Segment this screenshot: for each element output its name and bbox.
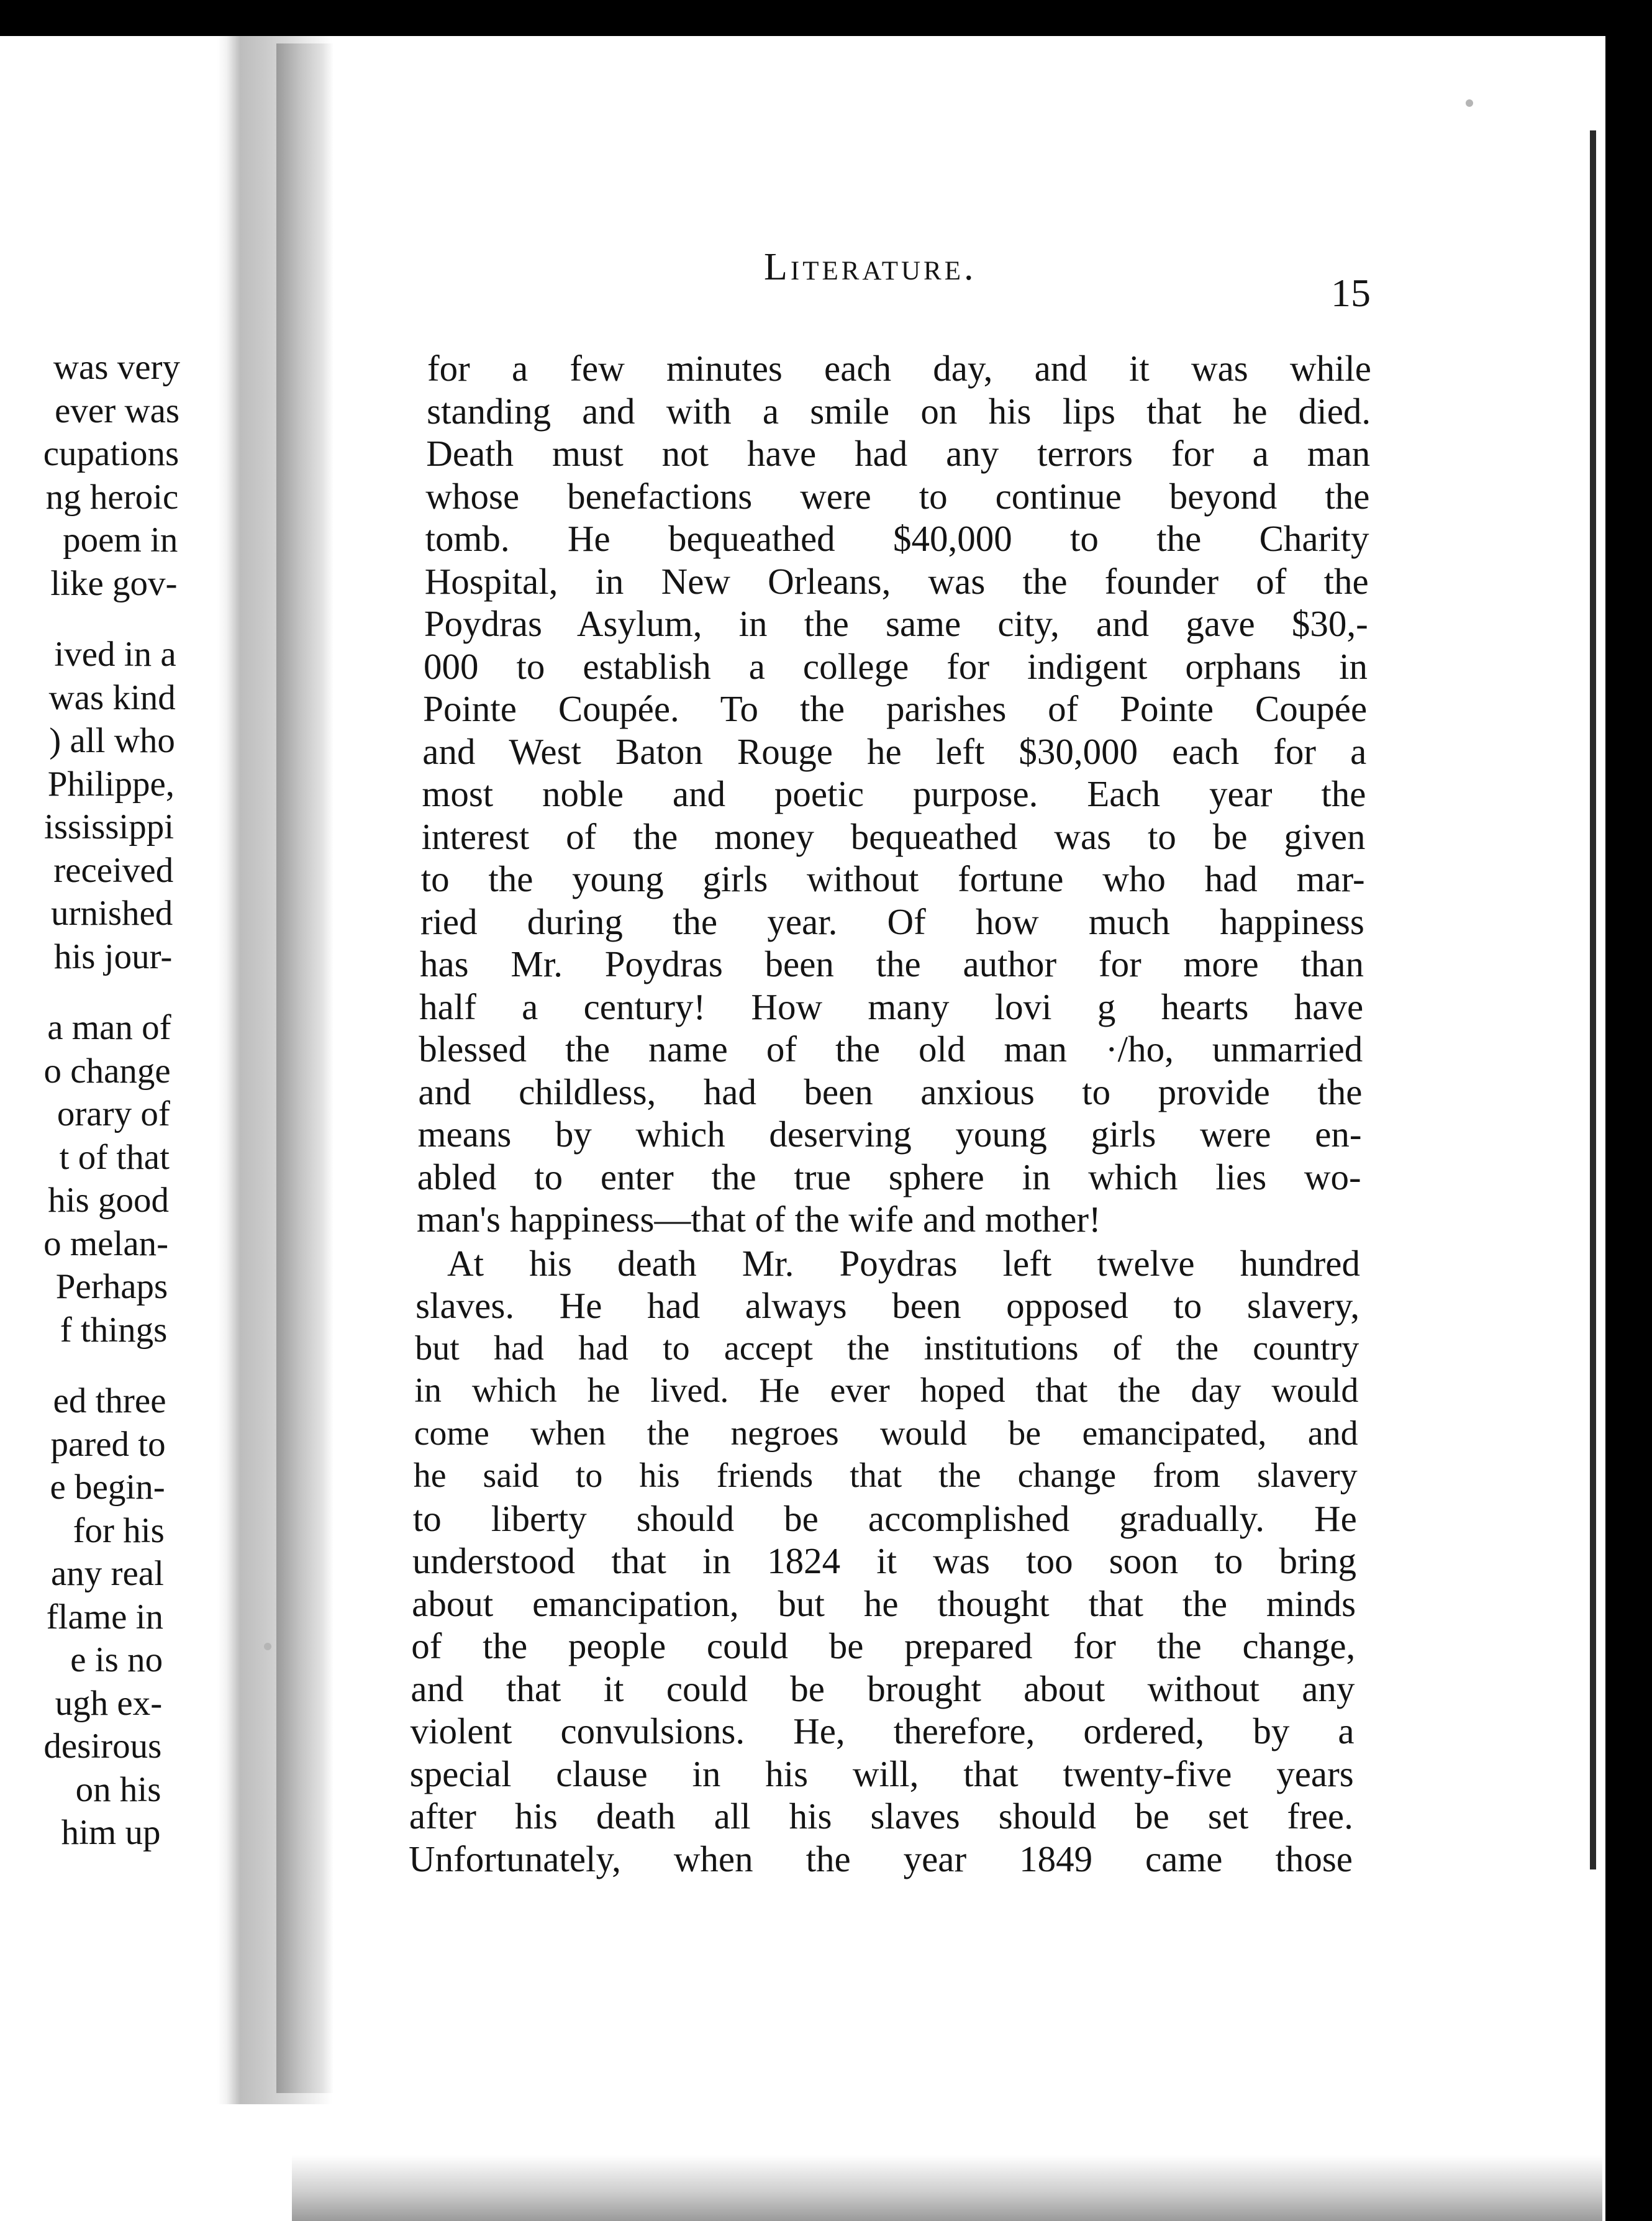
left-page-text-line: urnished xyxy=(51,894,173,933)
left-page-text-line: received xyxy=(53,850,174,890)
body-text-line: half a century! How many lovi g hearts have xyxy=(419,986,1364,1027)
body-text-line: tomb. He bequeathed $40,000 to the Charity xyxy=(425,518,1369,559)
running-head: Literature. xyxy=(764,246,977,288)
body-text-line: whose benefactions were to continue beyond the xyxy=(425,475,1370,517)
body-text-line: most noble and poetic purpose. Each year the xyxy=(422,773,1366,814)
body-text-line: 000 to establish a college for indigent orphans in xyxy=(424,645,1368,687)
left-page-text-line: e begin- xyxy=(50,1468,165,1507)
body-text-line: standing and with a smile on his lips that he died. xyxy=(427,390,1371,432)
body-text-line: after his death all his slaves should be set free. xyxy=(409,1796,1353,1837)
left-page-text-line: cupations xyxy=(43,434,179,473)
body-text-line: special clause in his will, that twenty-five years xyxy=(409,1753,1354,1794)
left-page-text-line: Perhaps xyxy=(55,1267,168,1306)
body-text-line: man's happiness—that of the wife and mother! xyxy=(416,1199,1101,1240)
left-page-text-line: ever was xyxy=(55,391,180,430)
body-text-line: and that it could be brought about without any xyxy=(411,1668,1355,1709)
page-edge-line xyxy=(1590,130,1596,1869)
left-page-text-line: pared to xyxy=(50,1424,166,1464)
left-page-text-line: was very xyxy=(53,348,180,387)
body-text-line: for a few minutes each day, and it was while xyxy=(427,348,1371,389)
body-text-line: Unfortunately, when the year 1849 came those xyxy=(409,1838,1353,1879)
left-page-text-line: ived in a xyxy=(54,635,176,674)
left-page-text-line: ississippi xyxy=(44,807,175,847)
body-text-line: but had had to accept the institutions of the country xyxy=(415,1329,1359,1368)
left-page-text-line: was kind xyxy=(48,678,176,717)
left-page-text-line: desirous xyxy=(43,1727,162,1766)
body-text-line: has Mr. Poydras been the author for more than xyxy=(420,943,1364,984)
body-text-line: he said to his friends that the change from slavery xyxy=(413,1456,1358,1495)
left-page-text-line: him up xyxy=(61,1813,161,1852)
left-page-text-line: his good xyxy=(48,1181,169,1220)
left-page-text-line: flame in xyxy=(46,1597,163,1637)
left-page-text-line: like gov- xyxy=(50,563,178,603)
body-text-line: to the young girls without fortune who had mar- xyxy=(420,858,1365,899)
body-text-line: Pointe Coupée. To the parishes of Pointe Coupée xyxy=(423,688,1368,729)
left-page-text-line: ) all who xyxy=(49,721,175,760)
body-text-line: of the people could be prepared for the change, xyxy=(411,1625,1356,1666)
body-text-line: violent convulsions. He, therefore, ordered, by a xyxy=(410,1710,1355,1751)
body-text-line: Death must not have had any terrors for a man xyxy=(426,433,1371,474)
left-page-text-line: e is no xyxy=(70,1640,163,1679)
left-page-text-line: o change xyxy=(43,1051,171,1091)
left-page-text-line: ugh ex- xyxy=(55,1683,163,1723)
body-text-line: interest of the money bequeathed was to be given xyxy=(421,815,1366,857)
page-bottom-shadow xyxy=(292,2155,1602,2221)
left-page-text-line: a man of xyxy=(47,1008,171,1047)
scan-border-top xyxy=(0,0,1652,36)
body-text-line: about emancipation, but he thought that the minds xyxy=(412,1583,1356,1624)
body-text-line: in which he lived. He ever hoped that the day would xyxy=(414,1371,1359,1410)
body-text-line: abled to enter the true sphere in which lies wo- xyxy=(417,1156,1361,1197)
body-text-line: Poydras Asylum, in the same city, and gave $30,- xyxy=(424,603,1368,644)
body-text-line: and childless, had been anxious to provide the xyxy=(418,1071,1363,1112)
left-page-text-line: Philippe, xyxy=(47,764,175,804)
left-page-text-line: ng heroic xyxy=(45,477,179,517)
body-text-line: and West Baton Rouge he left $30,000 each for a xyxy=(422,730,1367,772)
body-text-line: to liberty should be accomplished gradually. He xyxy=(412,1497,1357,1539)
left-page-text-line: poem in xyxy=(63,520,178,560)
body-text-line: ried during the year. Of how much happiness xyxy=(420,901,1364,942)
body-text-line: come when the negroes would be emancipated, and xyxy=(414,1414,1358,1453)
book-gutter-fold xyxy=(276,43,334,2093)
scan-speck xyxy=(264,1643,271,1650)
left-page-text-line: for his xyxy=(73,1510,165,1550)
body-text-line: blessed the name of the old man ·/ho, unmarried xyxy=(419,1029,1363,1070)
left-page-text-line: o melan- xyxy=(43,1224,169,1263)
body-text-line: slaves. He had always been opposed to slavery, xyxy=(415,1285,1360,1326)
left-page-text-line: f things xyxy=(60,1310,168,1350)
page-number: 15 xyxy=(1331,271,1371,315)
body-text-line: means by which deserving young girls were en- xyxy=(417,1114,1362,1155)
body-text-line: understood that in 1824 it was too soon to bring xyxy=(412,1540,1356,1581)
left-page-text-line: orary of xyxy=(57,1094,170,1133)
left-page-text-line: on his xyxy=(75,1769,161,1809)
scan-border-right xyxy=(1605,0,1652,2221)
body-text-line: At his death Mr. Poydras left twelve hundred xyxy=(447,1242,1360,1284)
left-page-text-line: ed three xyxy=(53,1381,166,1420)
scan-speck xyxy=(1466,99,1473,107)
left-page-text-line: any real xyxy=(50,1554,164,1593)
left-page-text-line: t of that xyxy=(59,1137,170,1177)
body-text-line: Hospital, in New Orleans, was the founder of the xyxy=(424,560,1369,602)
left-page-text-line: his jour- xyxy=(53,937,173,976)
